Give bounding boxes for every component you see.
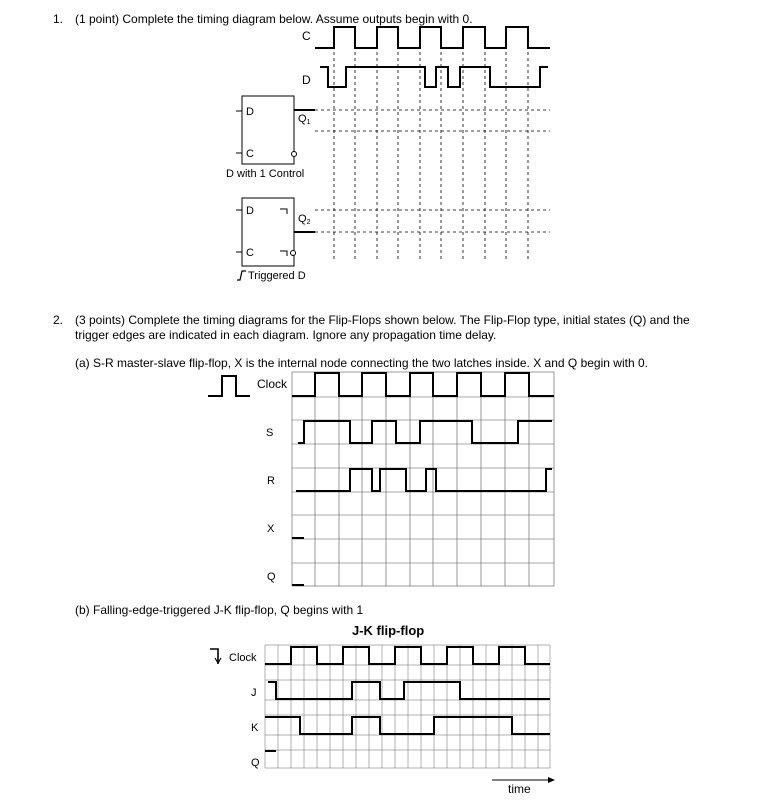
problem-2-number: 2. [53,313,64,327]
part-a-s-label: S [266,427,274,439]
clock-pulse-icon [208,376,250,396]
part-a-clock-label: Clock [257,377,288,391]
p1-c-waveform [315,27,550,48]
p1-guide-lines [315,52,550,262]
jk-diagram-title: J-K flip-flop [352,623,425,638]
part-b-k-waveform [265,717,550,734]
latch-c-pin: C [246,148,254,160]
problem-1-text: (1 point) Complete the timing diagram below. Assume outputs begin with 0. [75,12,473,26]
part-a-x-label: X [267,523,275,535]
latch-caption: D with 1 Control [226,168,305,180]
part-b-j-waveform [268,682,550,699]
flipflop-c-pin: C [246,247,254,259]
part-b-grid [265,645,550,768]
part-a-clock-waveform [292,373,554,396]
problem-2-text: (3 points) Complete the timing diagrams for the Flip-Flops shown below. The Flip-Flop type, initial states (Q) and the trigger edges are indicated in each diagram. Ignore any propagation time delay. [75,313,690,342]
part-b-clock-label: Clock [229,652,257,664]
time-label: time [508,782,531,796]
p1-signal-c-label: C [302,29,311,43]
flipflop-inverted-output [291,251,296,256]
part-a-r-waveform [296,469,552,491]
part-b-clock-waveform [265,647,550,664]
part-a-q-label: Q [267,571,276,583]
problem-1-number: 1. [53,12,64,26]
part-a-grid [292,372,554,586]
problem-1-diagram [226,27,550,282]
p1-signal-d-label: D [302,73,311,87]
p1-d-waveform [320,67,548,87]
part-b-q-label: Q [251,757,260,769]
latch-inverted-output [292,152,297,157]
part-a-r-label: R [267,475,275,487]
flipflop-q2-label: Q2 [298,213,311,226]
latch-q1-label: Q1 [298,113,311,126]
rising-edge-icon [237,271,246,280]
part-b-k-label: K [251,722,259,734]
part-b-text: (b) Falling-edge-triggered J-K flip-flop, Q begins with 1 [75,603,364,617]
part-b-diagram [210,645,555,796]
arrow-right-icon [548,777,555,783]
flipflop-caption: Triggered D [248,270,306,282]
part-a-s-waveform [298,421,552,443]
flipflop-d-pin: D [246,205,254,217]
latch-d-pin: D [246,106,254,118]
part-a-diagram [208,372,554,586]
part-b-j-label: J [251,687,257,699]
part-a-text: (a) S-R master-slave flip-flop, X is the internal node connecting the two latches inside. X and Q begin with 0. [75,356,648,370]
